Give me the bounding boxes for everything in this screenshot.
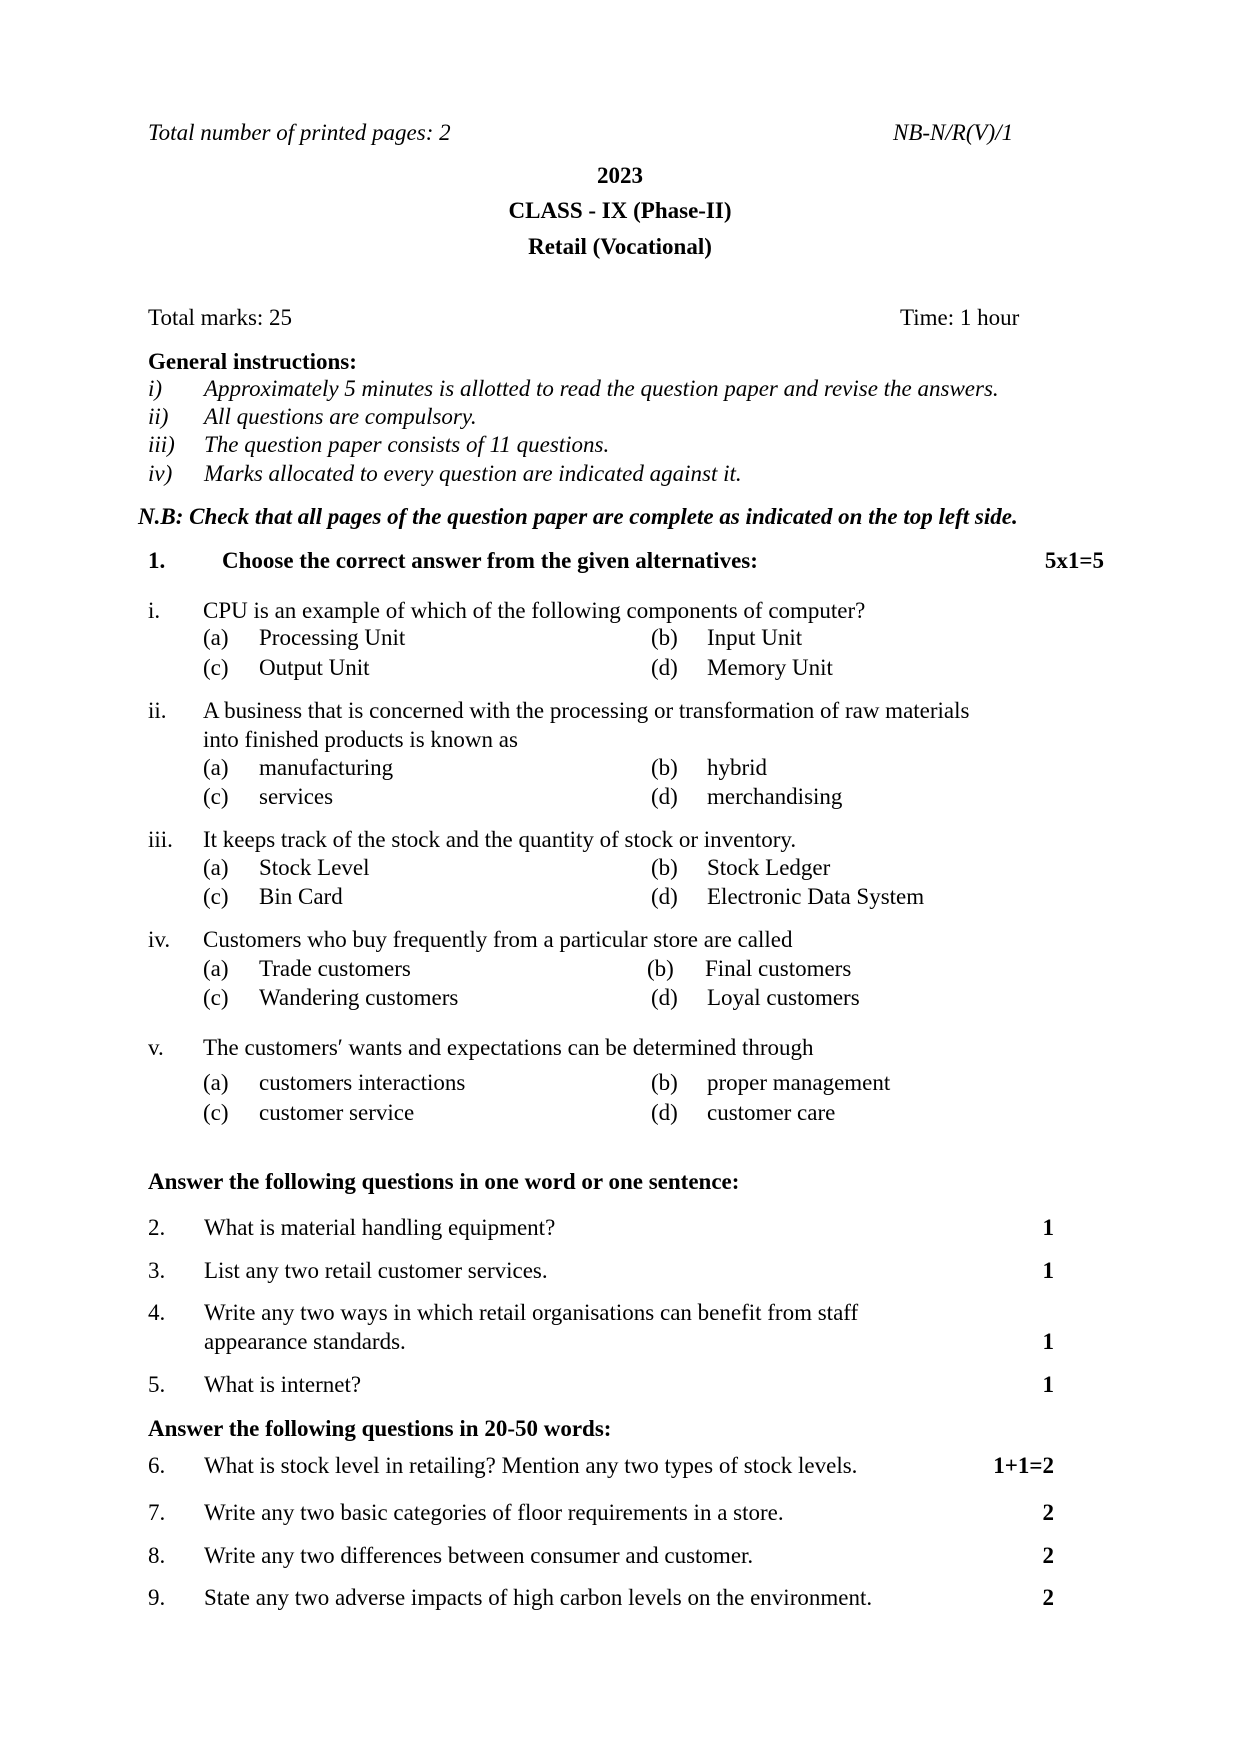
subject-title: Retail (Vocational) <box>528 234 712 259</box>
question-text: Write any two differences between consumer and customer. <box>204 1543 754 1568</box>
question-text: What is stock level in retailing? Mention any two types of stock levels. <box>204 1453 858 1478</box>
question-text-cont: appearance standards. <box>204 1329 406 1354</box>
mcq-option: Bin Card <box>259 884 343 909</box>
mcq-question: It keeps track of the stock and the quantity of stock or inventory. <box>203 827 797 852</box>
mcq-option: services <box>259 784 334 809</box>
instructions-title: General instructions: <box>148 349 357 374</box>
total-marks: Total marks: 25 <box>148 305 293 330</box>
mcq-option: Output Unit <box>259 655 370 680</box>
mcq-option: Stock Level <box>259 855 370 880</box>
mcq-option: Processing Unit <box>259 625 406 650</box>
mcq-option: manufacturing <box>259 755 394 780</box>
question-marks: 1 <box>1042 1329 1054 1354</box>
mcq-option: hybrid <box>707 755 768 780</box>
q1-title: Choose the correct answer from the given alternatives: <box>222 548 758 573</box>
mcq-question: A business that is concerned with the processing or transformation of raw materials <box>203 698 970 723</box>
q1-marks: 5x1=5 <box>1044 548 1104 573</box>
mcq-option: Trade customers <box>259 956 411 981</box>
exam-year: 2023 <box>597 163 643 188</box>
question-marks: 2 <box>1042 1500 1054 1525</box>
mcq-option: Memory Unit <box>707 655 833 680</box>
mcq-option: merchandising <box>707 784 843 809</box>
mcq-question: The customers′ wants and expectations can be determined through <box>203 1035 814 1060</box>
section-short-title: Answer the following questions in one word or one sentence: <box>148 1169 740 1194</box>
mcq-option: Final customers <box>705 956 852 981</box>
question-text: What is material handling equipment? <box>204 1215 556 1240</box>
q1-number: 1. <box>148 548 166 573</box>
mcq-option: Input Unit <box>707 625 803 650</box>
mcq-option: customer service <box>259 1100 415 1125</box>
mcq-option: Electronic Data System <box>707 884 925 909</box>
section-medium-title: Answer the following questions in 20-50 words: <box>148 1416 612 1441</box>
class-line: CLASS - IX (Phase-II) <box>508 198 732 223</box>
question-text: Write any two basic categories of floor requirements in a store. <box>204 1500 784 1525</box>
mcq-option: Loyal customers <box>707 985 860 1010</box>
mcq-option: customer care <box>707 1100 836 1125</box>
question-marks: 1+1=2 <box>993 1453 1054 1478</box>
exam-time: Time: 1 hour <box>900 305 1020 330</box>
question-text: What is internet? <box>204 1372 362 1397</box>
mcq-question-cont: into finished products is known as <box>203 727 518 752</box>
mcq-option: proper management <box>707 1070 891 1095</box>
mcq-option: customers interactions <box>259 1070 466 1095</box>
mcq-option: Stock Ledger <box>707 855 831 880</box>
mcq-question: CPU is an example of which of the following components of computer? <box>203 598 866 623</box>
paper-code: NB-N/R(V)/1 <box>893 120 1014 145</box>
question-marks: 1 <box>1042 1258 1054 1283</box>
question-text: Write any two ways in which retail organisations can benefit from staff <box>204 1300 859 1325</box>
question-marks: 1 <box>1042 1215 1054 1240</box>
question-text: List any two retail customer services. <box>204 1258 548 1283</box>
mcq-option: Wandering customers <box>259 985 459 1010</box>
question-paper-page: Total number of printed pages: 2 NB-N/R(V)/1 2023 CLASS - IX (Phase-II) Retail (Vocational) Total marks: 25 Time: 1 hour General instructions: i) Approximately 5 minutes is allotted to read the question paper and revise the answers. ii) All questions are compulsory. iii) The question paper consists of 11 questions. iv) Marks allocated to every question are indicated against it. N.B: Check that all pages of the question paper are complete as indicated on the top left side. 1. Choose the correct answer from the given alternatives: 5x1=5 i. CPU is an example of which of the following components of computer? (a) Processing Unit (b) Input Unit (c) Output Unit (d) Memory Unit ii. A business that is concerned with the processing or transformation of raw materials into finished products is known as (a) manufacturing (b) hybrid (c) services (d) merchandising iii. It keeps track of the stock and the quantity of stock or inventory. (a) Stock Level (b) Stock Ledger (c) Bin Card (d) Electronic Data System iv. Customers who buy frequently from a particular store are called (a) Trade customers (b) Final customers (c) Wandering customers (d) Loyal customers v. The customers′ wants and expectations can be determined through (a) customers interactions (b) proper management (c) customer service (d) customer care Answer the following questions in one word or one sentence: 2. What is material handling equipment? 1 3. List any two retail customer services. 1 4. Write any two ways in which retail organisations can benefit from staff appearance standards. 1 5. What is internet? 1 Answer the following questions in 20-50 words: 6. What is stock level in retailing? Mention any two types of stock levels. 1+1=2 7. Write any two basic categories of floor requirements in a store. 2 8. Write any two differences between consumer and customer. 2 9. State any two adverse impacts of high carbon levels on the environment. 2 <box>0 0 1240 1755</box>
printed-pages-note: Total number of printed pages: 2 <box>148 120 451 145</box>
nb-note: N.B: Check that all pages of the question paper are complete as indicated on the top left side. <box>138 504 1018 529</box>
question-marks: 1 <box>1042 1372 1054 1397</box>
question-marks: 2 <box>1042 1543 1054 1568</box>
question-text: State any two adverse impacts of high carbon levels on the environment. <box>204 1585 873 1610</box>
mcq-question: Customers who buy frequently from a particular store are called <box>203 927 793 952</box>
question-marks: 2 <box>1042 1585 1054 1610</box>
